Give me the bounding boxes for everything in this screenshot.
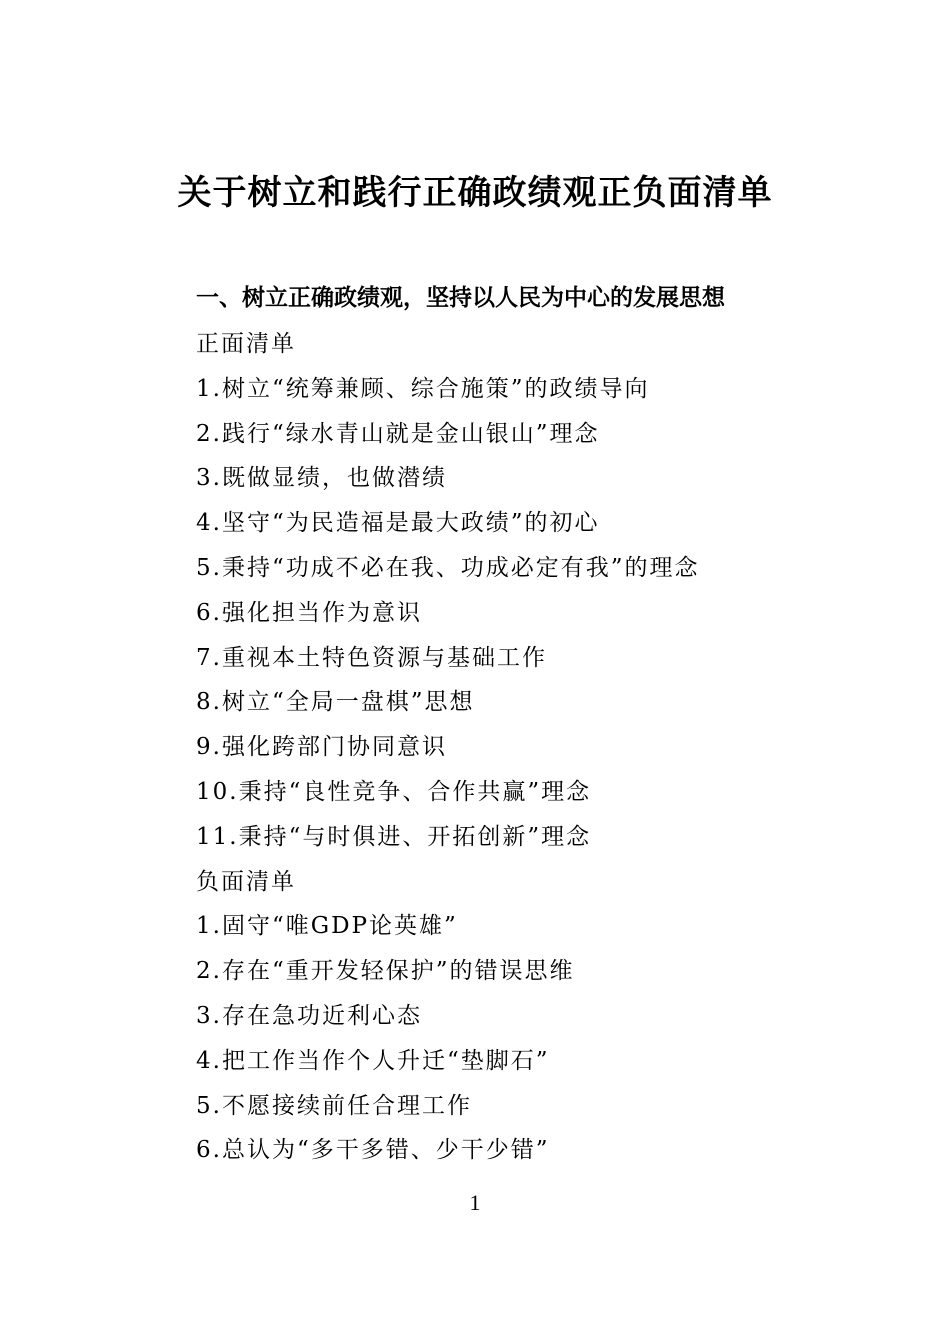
negative-item-3: 3.存在急功近利心态	[196, 1002, 422, 1029]
page-number: 1	[469, 1190, 481, 1215]
negative-item-6: 6.总认为“多干多错、少干少错”	[196, 1137, 550, 1164]
negative-item-2: 2.存在“重开发轻保护”的错误思维	[196, 958, 575, 985]
positive-item-10: 10.秉持“良性竞争、合作共赢”理念	[196, 778, 592, 805]
positive-item-9: 9.强化跨部门协同意识	[196, 734, 447, 761]
negative-item-4: 4.把工作当作个人升迁“垫脚石”	[196, 1047, 550, 1074]
negative-list-label: 负面清单	[196, 868, 296, 895]
positive-list-label: 正面清单	[196, 331, 296, 357]
positive-item-11: 11.秉持“与时俱进、开拓创新”理念	[196, 823, 592, 850]
positive-item-8: 8.树立“全局一盘棋”思想	[196, 689, 475, 716]
positive-item-3: 3.既做显绩，也做潜绩	[196, 465, 447, 492]
document-body	[196, 326, 876, 1177]
positive-item-2: 2.践行“绿水青山就是金山银山”理念	[196, 420, 600, 447]
positive-item-6: 6.强化担当作为意识	[196, 599, 422, 626]
section-heading: 一、树立正确政绩观，坚持以人民为中心的发展思想	[196, 285, 725, 311]
positive-item-5: 5.秉持“功成不必在我、功成必定有我”的理念	[196, 554, 700, 581]
positive-item-4: 4.坚守“为民造福是最大政绩”的初心	[196, 510, 600, 537]
document-title: 关于树立和践行正确政绩观正负面清单	[177, 173, 773, 213]
negative-item-1: 1.固守“唯GDP论英雄”	[196, 913, 458, 940]
negative-item-5: 5.不愿接续前任合理工作	[196, 1092, 472, 1119]
positive-item-7: 7.重视本土特色资源与基础工作	[196, 644, 547, 671]
positive-item-1: 1.树立“统筹兼顾、综合施策”的政绩导向	[196, 375, 650, 402]
